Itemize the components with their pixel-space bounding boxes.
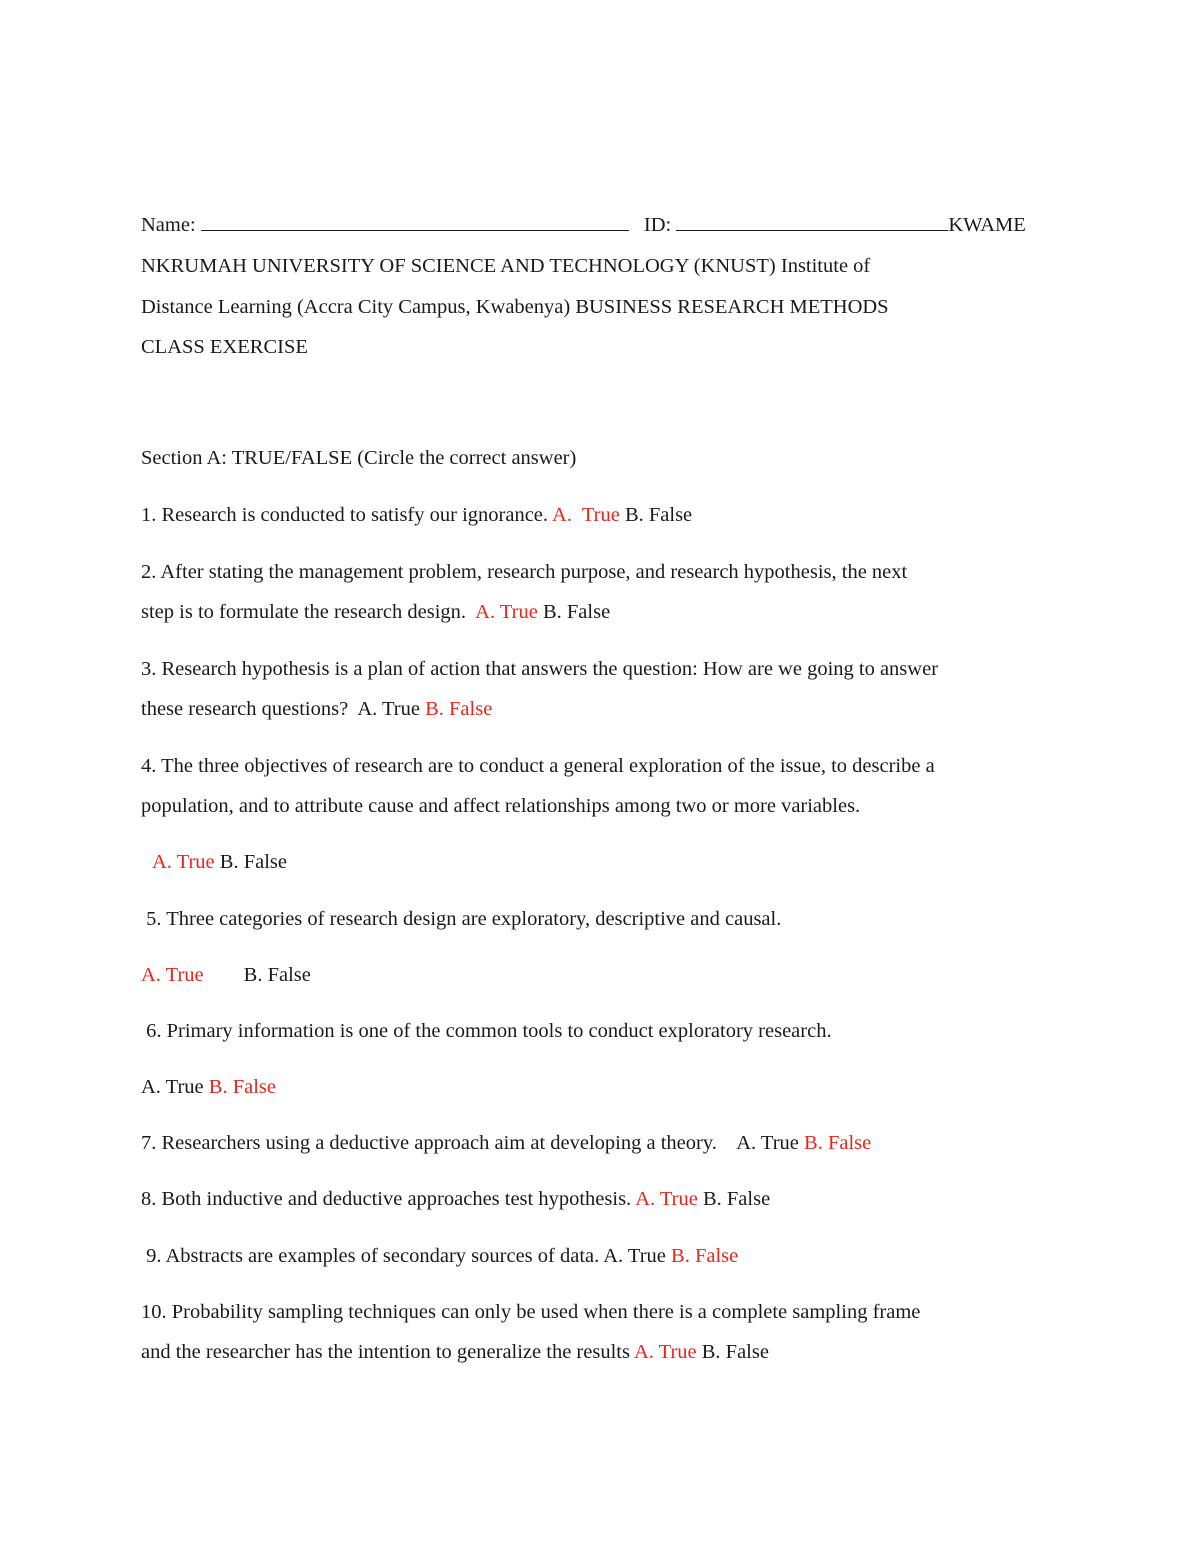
question-text: 9. Abstracts are examples of secondary sources of data. xyxy=(141,1245,604,1267)
answer-option-b[interactable]: B. False xyxy=(208,1076,276,1098)
question-text: 5. Three categories of research design are exploratory, descriptive and causal. xyxy=(141,908,782,930)
question-text: step is to formulate the research design. xyxy=(141,601,476,623)
answer-option-a[interactable]: A. True xyxy=(635,1188,698,1210)
section-a-heading: Section A: TRUE/FALSE (Circle the correct answer) xyxy=(141,447,577,469)
header-line-1 xyxy=(141,212,1026,238)
title-line-4: CLASS EXERCISE xyxy=(141,336,308,358)
answer-option-a[interactable]: A. True xyxy=(736,1132,805,1154)
name-label: Name: xyxy=(141,214,196,236)
question-5 xyxy=(141,906,781,932)
answer-option-a[interactable]: A. True xyxy=(141,964,204,986)
answer-option-a[interactable]: A. True xyxy=(475,601,538,623)
title-line-2: NKRUMAH UNIVERSITY OF SCIENCE AND TECHNOLOGY (KNUST) Institute of xyxy=(141,255,871,277)
answer-option-b[interactable]: B. False xyxy=(697,1188,771,1210)
answer-option-a[interactable]: A. True xyxy=(552,504,620,526)
question-7 xyxy=(141,1130,871,1156)
title-line-3: Distance Learning (Accra City Campus, Kwabenya) BUSINESS RESEARCH METHODS xyxy=(141,296,889,318)
question-4-line-1: 4. The three objectives of research are to conduct a general exploration of the issue, to describe a xyxy=(141,755,935,777)
name-blank[interactable] xyxy=(201,212,629,231)
answer-option-b[interactable]: B. False xyxy=(804,1132,872,1154)
answer-option-b[interactable]: B. False xyxy=(425,698,493,720)
question-text: 8. Both inductive and deductive approaches test hypothesis. xyxy=(141,1188,636,1210)
question-text: 6. Primary information is one of the common tools to conduct exploratory research. xyxy=(141,1020,832,1042)
question-2-line-1: 2. After stating the management problem, research purpose, and research hypothesis, the next xyxy=(141,561,908,583)
answer-option-b[interactable]: B. False xyxy=(619,504,693,526)
answer-option-b[interactable]: B. False xyxy=(214,851,287,873)
answer-option-b[interactable]: B. False xyxy=(243,964,311,986)
answer-option-a[interactable]: A. True xyxy=(141,1076,209,1098)
question-6 xyxy=(141,1018,832,1044)
question-2-line-2 xyxy=(141,599,610,625)
answer-option-a[interactable]: A. True xyxy=(357,698,426,720)
question-10-line-1: 10. Probability sampling techniques can only be used when there is a complete sampling frame xyxy=(141,1301,921,1323)
question-text: 1. Research is conducted to satisfy our ignorance. xyxy=(141,504,553,526)
question-text: 7. Researchers using a deductive approach aim at developing a theory. xyxy=(141,1132,737,1154)
answer-option-a[interactable]: A. True xyxy=(603,1245,672,1267)
answer-option-b[interactable]: B. False xyxy=(671,1245,739,1267)
question-text: these research questions? xyxy=(141,698,358,720)
question-3-line-1: 3. Research hypothesis is a plan of action that answers the question: How are we going to answer xyxy=(141,658,939,680)
id-label: ID: xyxy=(643,214,672,236)
id-blank[interactable] xyxy=(676,212,948,231)
question-5-answers xyxy=(141,962,311,988)
question-10-line-2 xyxy=(141,1339,769,1365)
answer-option-a[interactable]: A. True xyxy=(633,1341,697,1363)
question-9 xyxy=(141,1243,738,1269)
answer-option-b[interactable]: B. False xyxy=(537,601,611,623)
question-4-line-2: population, and to attribute cause and affect relationships among two or more variables. xyxy=(141,795,861,817)
question-4-answers xyxy=(152,849,287,875)
question-8 xyxy=(141,1186,770,1212)
answer-option-b[interactable]: B. False xyxy=(696,1341,769,1363)
question-text: and the researcher has the intention to generalize the results xyxy=(141,1341,634,1363)
question-3-line-2 xyxy=(141,696,492,722)
question-6-answers xyxy=(141,1074,276,1100)
question-1 xyxy=(141,502,692,528)
answer-option-a[interactable]: A. True xyxy=(152,851,215,873)
title-kwame: KWAME xyxy=(948,214,1026,236)
